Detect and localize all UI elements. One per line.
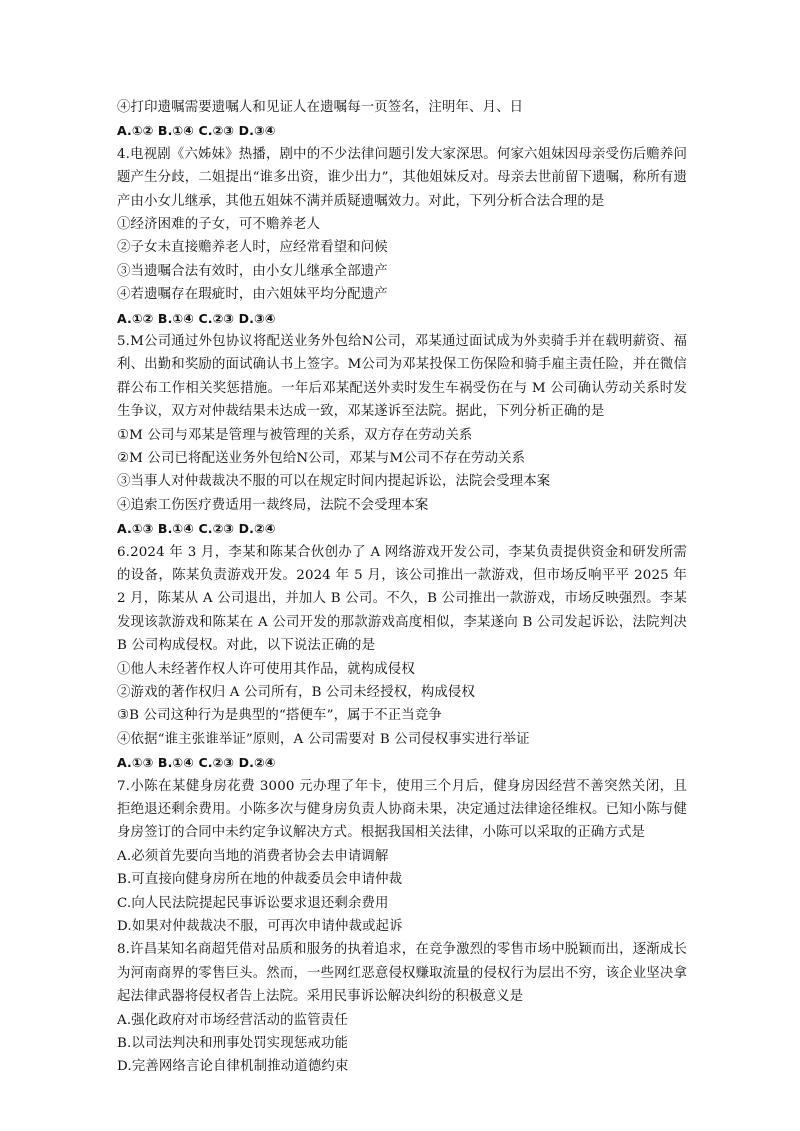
q3-item-4: ④打印遗嘱需要遗嘱人和见证人在遗嘱每一页签名，注明年、月、日 [117, 100, 524, 115]
q6-item-3: ③B 公司这种行为是典型的“搭便车”，属于不正当竞争 [117, 708, 442, 724]
q3-options: A.①② B.①④ C.②③ D.③④ [117, 123, 276, 139]
q6-item-1: ①他人未经著作权人许可使用其作品，就构成侵权 [117, 661, 415, 677]
q5-options: A.①③ B.①④ C.②③ D.②④ [117, 521, 276, 537]
q8-stem: 8.许昌某知名商超凭借对品质和服务的执着追求，在竞争激烈的零售市场中脱颖而出，逐渐成长为河南商界的零售巨头。然而，一些网红恶意侵权赚取流量的侵权行为层出不穷，该企业坚决拿起法律武器将侵权者告上法院。采用民事诉讼解决纠纷的积极意义是 [117, 942, 687, 1005]
q5-item-3: ③当事人对仲裁裁决不服的可以在规定时间内提起诉讼，法院会受理本案 [117, 474, 551, 490]
q4-item-2: ②子女未直接赡养老人时，应经常看望和问候 [117, 240, 388, 256]
q5-item-2: ②M 公司已将配送业务外包给N公司，邓某与M公司不存在劳动关系 [117, 450, 526, 466]
q4-stem: 4.电视剧《六姊妹》热播，剧中的不少法律问题引发大家深思。何家六姐妹因母亲受伤后赡养问题产生分歧，二姐提出“谁多出资，谁少出力”，其他姐妹反对。母亲去世前留下遗嘱，称所有遗产由小女儿继承，其他五姐妹不满并质疑遗嘱效力。对此，下列分析合法合理的是 [117, 146, 687, 209]
q5-item-4: ④追索工伤医疗费适用一裁终局，法院不会受理本案 [117, 497, 429, 513]
q6-item-2: ②游戏的著作权归 A 公司所有，B 公司未经授权，构成侵权 [117, 684, 476, 700]
q5-stem: 5.M公司通过外包协议将配送业务外包给N公司，邓某通过面试成为外卖骑手并在载明薪资、福利、出勤和奖励的面试确认书上签字。M公司为邓某投保工伤保险和骑手雇主责任险，并在微信群公布工作相关奖惩措施。一年后邓某配送外卖时发生车祸受伤在与 M 公司确认劳动关系时发生争议，双方对仲裁结果未达成一致，邓某遂诉至法院。据此，下列分析正确的是 [117, 333, 687, 420]
q4-item-4: ④若遗嘱存在瑕疵时，由六姐妹平均分配遗产 [117, 287, 388, 303]
q6-options: A.①③ B.①④ C.②③ D.②④ [117, 755, 276, 771]
q7-choice-b: B.可直接向健身房所在地的仲裁委员会申请仲裁 [117, 872, 403, 888]
q8-choice-a: A.强化政府对市场经营活动的监管责任 [117, 1012, 348, 1028]
q5-item-1: ①M 公司与邓某是管理与被管理的关系，双方存在劳动关系 [117, 427, 473, 443]
exam-page [117, 96, 687, 1079]
q6-stem: 6.2024 年 3 月，李某和陈某合伙创办了 A 网络游戏开发公司，李某负责提供资金和研发所需的设备，陈某负责游戏开发。2024 年 5 月，该公司推出一款游戏，但市场反响平平 2025 年 2 月，陈某从 A 公司退出，并加人 B 公司。不久，B 公司推出一款游戏，市场反映强烈。李某发现该款游戏和陈某在 A 公司开发的那款游戏高度相似，李某遂向 B 公司发起诉讼，法院判决 B 公司构成侵权。对此，以下说法正确的是 [117, 544, 687, 654]
q4-item-3: ③当遗嘱合法有效时，由小女儿继承全部遗产 [117, 263, 388, 279]
q4-item-1: ①经济困难的子女，可不赡养老人 [117, 217, 321, 232]
q7-choice-c: C.向人民法院提起民事诉讼要求退还剩余费用 [117, 895, 389, 911]
q8-choice-d: D.完善网络言论自律机制推动道德约束 [117, 1059, 349, 1075]
q6-item-4: ④依据“谁主张谁举证”原则，A 公司需要对 B 公司侵权事实进行举证 [117, 731, 530, 747]
q4-options: A.①② B.①④ C.②③ D.③④ [117, 310, 276, 326]
q8-choice-b: B.以司法判决和刑事处罚实现惩戒功能 [117, 1035, 349, 1051]
q7-choice-a: A.必须首先要向当地的消费者协会去申请调解 [117, 848, 389, 864]
q7-stem: 7.小陈在某健身房花费 3000 元办理了年卡，使用三个月后，健身房因经营不善突然关闭，且拒绝退还剩余费用。小陈多次与健身房负责人协商未果，决定通过法律途径维权。已知小陈与健身房签订的合同中未约定争议解决方式。根据我国相关法律，小陈可以采取的正确方式是 [117, 778, 687, 841]
q7-choice-d: D.如果对仲裁裁决不服，可再次申请仲裁或起诉 [117, 918, 403, 934]
